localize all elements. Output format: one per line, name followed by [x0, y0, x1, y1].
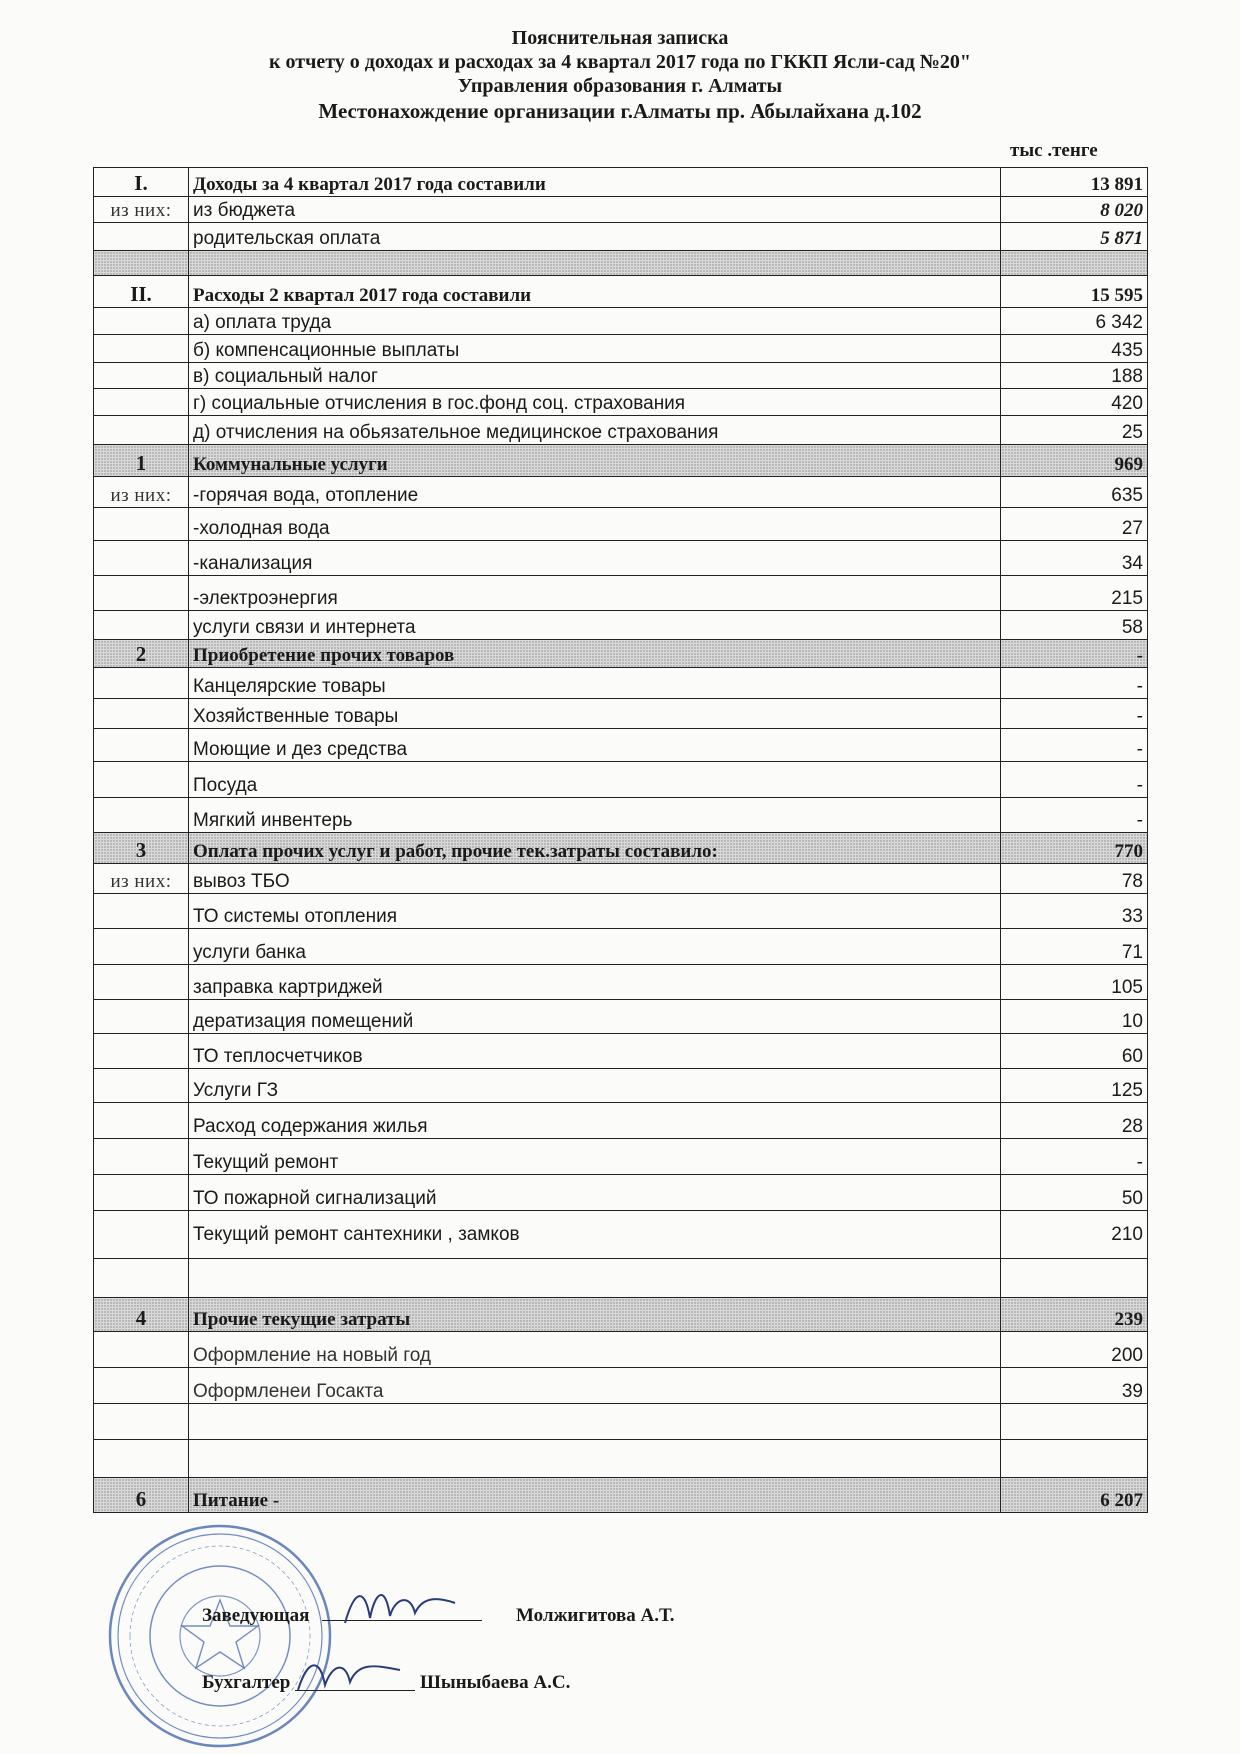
table-row [94, 1103, 1148, 1139]
row-label [189, 251, 1001, 276]
table-row [94, 197, 1148, 223]
doc-title: Пояснительная записка [511, 27, 729, 49]
row-label: услуги банка [189, 929, 1001, 965]
units-label: тыс .тенге [1010, 140, 1098, 161]
accountant-signature [290, 1650, 410, 1705]
table-row [94, 541, 1148, 576]
row-label: Расход содержания жилья [189, 1103, 1001, 1139]
row-label: родительская оплата [189, 223, 1001, 251]
row-value: 8 020 [1001, 197, 1148, 223]
row-number [94, 1440, 189, 1478]
row-number [94, 363, 189, 389]
row-value: 78 [1001, 864, 1148, 894]
row-value [1001, 1440, 1148, 1478]
row-number: 2 [94, 640, 189, 668]
row-value: 210 [1001, 1211, 1148, 1259]
row-value: 27 [1001, 508, 1148, 541]
row-label: вывоз ТБО [189, 864, 1001, 894]
row-number [94, 335, 189, 363]
row-value: 33 [1001, 894, 1148, 929]
table-row [94, 1000, 1148, 1034]
row-label: Прочие текущие затраты [189, 1298, 1001, 1332]
row-number [94, 611, 189, 640]
row-label: услуги связи и интернета [189, 611, 1001, 640]
row-number [94, 798, 189, 833]
row-number [94, 1000, 189, 1034]
doc-subtitle: к отчету о доходах и расходах за 4 квартал 2017 года по ГККП Ясли-сад №20" [268, 51, 972, 73]
row-label: в) социальный налог [189, 363, 1001, 389]
row-label: Текущий ремонт сантехники , замков [189, 1211, 1001, 1259]
table-row [94, 416, 1148, 445]
row-value: - [1001, 798, 1148, 833]
table-row [94, 1069, 1148, 1103]
row-label: Приобретение прочих товаров [189, 640, 1001, 668]
row-number [94, 416, 189, 445]
row-number [94, 699, 189, 729]
row-value [1001, 251, 1148, 276]
row-number [94, 1332, 189, 1368]
table-row [94, 251, 1148, 276]
row-label: г) социальные отчисления в гос.фонд соц. страхования [189, 389, 1001, 416]
row-value: 71 [1001, 929, 1148, 965]
row-value: 105 [1001, 965, 1148, 1000]
table-row [94, 335, 1148, 363]
row-label: -канализация [189, 541, 1001, 576]
table-row [94, 223, 1148, 251]
row-number [94, 1211, 189, 1259]
row-label: дератизация помещений [189, 1000, 1001, 1034]
document-header [0, 26, 1240, 124]
row-value: 15 595 [1001, 276, 1148, 308]
row-label: Коммунальные услуги [189, 445, 1001, 477]
row-label: Оплата прочих услуг и работ, прочие тек.затраты составило: [189, 833, 1001, 864]
row-label: Текущий ремонт [189, 1139, 1001, 1175]
row-value: 34 [1001, 541, 1148, 576]
row-label: -холодная вода [189, 508, 1001, 541]
row-label: Посуда [189, 762, 1001, 798]
row-value: 6 207 [1001, 1478, 1148, 1513]
row-number [94, 894, 189, 929]
row-number: I. [94, 168, 189, 197]
row-number: из них: [94, 864, 189, 894]
row-value: 435 [1001, 335, 1148, 363]
row-value: - [1001, 640, 1148, 668]
row-number [94, 1404, 189, 1440]
row-number: 1 [94, 445, 189, 477]
table-row [94, 1332, 1148, 1368]
row-number: 4 [94, 1298, 189, 1332]
row-label: Расходы 2 квартал 2017 года составили [189, 276, 1001, 308]
table-row [94, 762, 1148, 798]
row-value: 58 [1001, 611, 1148, 640]
table-row [94, 1175, 1148, 1211]
row-value: - [1001, 699, 1148, 729]
row-value [1001, 1259, 1148, 1298]
row-number [94, 1103, 189, 1139]
row-label: Услуги ГЗ [189, 1069, 1001, 1103]
row-value: - [1001, 729, 1148, 762]
row-number [94, 251, 189, 276]
official-stamp [100, 1520, 340, 1752]
head-title: Заведующая [202, 1605, 310, 1626]
table-row [94, 894, 1148, 929]
row-number [94, 1368, 189, 1404]
row-number: 3 [94, 833, 189, 864]
table-row [94, 477, 1148, 508]
row-label [189, 1404, 1001, 1440]
row-value: 13 891 [1001, 168, 1148, 197]
table-row [94, 576, 1148, 611]
row-number [94, 1139, 189, 1175]
row-value: 25 [1001, 416, 1148, 445]
row-number [94, 389, 189, 416]
row-value: 215 [1001, 576, 1148, 611]
row-number [94, 965, 189, 1000]
row-value: 420 [1001, 389, 1148, 416]
table-row [94, 640, 1148, 668]
head-signature [340, 1578, 460, 1638]
table-row [94, 168, 1148, 197]
row-label: заправка картриджей [189, 965, 1001, 1000]
row-value: 188 [1001, 363, 1148, 389]
head-name: Молжигитова А.Т. [516, 1605, 675, 1626]
doc-address: Местонахождение организации г.Алматы пр. Абылайхана д.102 [318, 99, 922, 123]
table-row [94, 611, 1148, 640]
row-label: Оформление на новый год [189, 1332, 1001, 1368]
row-label: -электроэнергия [189, 576, 1001, 611]
table-row [94, 1404, 1148, 1440]
row-label: ТО пожарной сигнализаций [189, 1175, 1001, 1211]
row-number [94, 729, 189, 762]
row-value: 125 [1001, 1069, 1148, 1103]
table-row [94, 699, 1148, 729]
row-number: II. [94, 276, 189, 308]
row-value: 10 [1001, 1000, 1148, 1034]
row-number [94, 1259, 189, 1298]
row-value: - [1001, 668, 1148, 699]
table-row [94, 864, 1148, 894]
row-label: Доходы за 4 квартал 2017 года составили [189, 168, 1001, 197]
row-value: 200 [1001, 1332, 1148, 1368]
report-table [93, 167, 1148, 1513]
accountant-name: Шыныбаева А.С. [420, 1672, 571, 1693]
row-label: Моющие и дез средства [189, 729, 1001, 762]
table-row [94, 276, 1148, 308]
row-value: 239 [1001, 1298, 1148, 1332]
row-label: а) оплата труда [189, 308, 1001, 335]
row-value: - [1001, 1139, 1148, 1175]
row-number [94, 576, 189, 611]
row-number [94, 308, 189, 335]
row-label: ТО системы отопления [189, 894, 1001, 929]
row-number [94, 1034, 189, 1069]
row-value: 60 [1001, 1034, 1148, 1069]
table-row [94, 389, 1148, 416]
table-row [94, 363, 1148, 389]
row-label [189, 1259, 1001, 1298]
row-label: б) компенсационные выплаты [189, 335, 1001, 363]
row-value: 5 871 [1001, 223, 1148, 251]
table-row [94, 929, 1148, 965]
row-value [1001, 1404, 1148, 1440]
row-number [94, 1175, 189, 1211]
table-row [94, 508, 1148, 541]
row-number: 6 [94, 1478, 189, 1513]
row-value: 50 [1001, 1175, 1148, 1211]
table-row [94, 1034, 1148, 1069]
table-row [94, 798, 1148, 833]
row-value: 28 [1001, 1103, 1148, 1139]
row-number: из них: [94, 197, 189, 223]
row-number [94, 668, 189, 699]
row-number [94, 929, 189, 965]
table-row [94, 1298, 1148, 1332]
row-label: Питание - [189, 1478, 1001, 1513]
table-row [94, 1368, 1148, 1404]
row-number [94, 1069, 189, 1103]
row-value: 6 342 [1001, 308, 1148, 335]
row-value: 969 [1001, 445, 1148, 477]
row-label: Канцелярские товары [189, 668, 1001, 699]
row-label: Хозяйственные товары [189, 699, 1001, 729]
row-number [94, 223, 189, 251]
table-row [94, 1440, 1148, 1478]
row-value: 635 [1001, 477, 1148, 508]
row-value: 770 [1001, 833, 1148, 864]
row-value: 39 [1001, 1368, 1148, 1404]
row-number: из них: [94, 477, 189, 508]
table-row [94, 1478, 1148, 1513]
row-number [94, 508, 189, 541]
row-label: Мягкий инвентерь [189, 798, 1001, 833]
row-label: д) отчисления на обьязательное медицинское страхования [189, 416, 1001, 445]
row-label [189, 1440, 1001, 1478]
row-label: Оформленеи Госакта [189, 1368, 1001, 1404]
row-label: из бюджета [189, 197, 1001, 223]
table-row [94, 668, 1148, 699]
table-row [94, 308, 1148, 335]
row-label: -горячая вода, отопление [189, 477, 1001, 508]
table-row [94, 1259, 1148, 1298]
table-row [94, 1139, 1148, 1175]
table-row [94, 729, 1148, 762]
table-row [94, 1211, 1148, 1259]
row-number [94, 762, 189, 798]
row-label: ТО теплосчетчиков [189, 1034, 1001, 1069]
row-value: - [1001, 762, 1148, 798]
accountant-title: Бухгалтер [202, 1672, 291, 1693]
doc-department: Управления образования г. Алматы [457, 75, 783, 97]
table-row [94, 833, 1148, 864]
table-row [94, 445, 1148, 477]
table-row [94, 965, 1148, 1000]
row-number [94, 541, 189, 576]
